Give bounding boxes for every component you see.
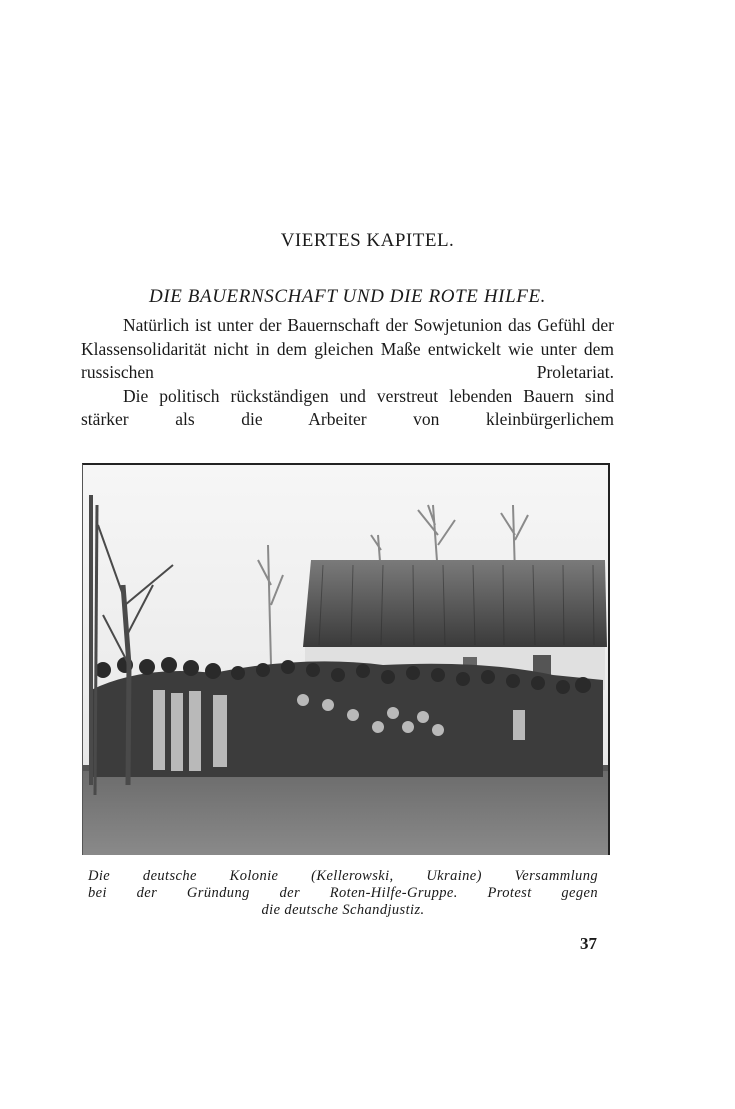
photo-caption <box>88 868 598 919</box>
caption-line-3: die deutsche Schandjustiz. <box>261 902 425 918</box>
caption-line-2: bei der Gründung der Roten-Hilfe-Gruppe. Protest gegen <box>88 885 598 901</box>
caption-line-1: Die deutsche Kolonie (Kellerowski, Ukraine) Versammlung <box>88 868 598 884</box>
chapter-heading: VIERTES KAPITEL. <box>280 230 455 251</box>
photo-illustration <box>83 465 610 855</box>
paragraph-1: Natürlich ist unter der Bauernschaft der Sowjetunion das Gefühl der Klassensolidarität nicht in dem gleichen Maße entwickelt wie unter dem russischen Proletariat. <box>81 315 614 382</box>
paragraph-2: Die politisch rückständigen und verstreut lebenden Bauern sind stärker als die Arbeiter von kleinbürgerlichem <box>81 385 614 429</box>
page-number: 37 <box>580 934 597 953</box>
section-heading: DIE BAUERNSCHAFT UND DIE ROTE HILFE. <box>149 286 546 307</box>
body-text <box>81 314 614 432</box>
village-photo <box>82 463 610 855</box>
